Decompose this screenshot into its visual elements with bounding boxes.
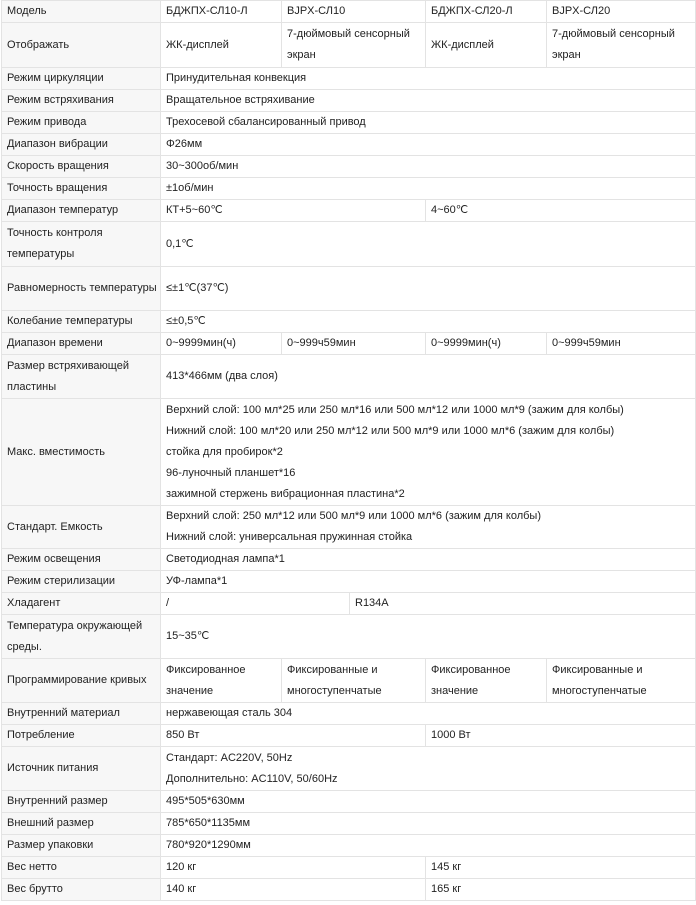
row-value: БДЖПХ-СЛ20-Л [426,1,547,23]
table-row [2,178,696,200]
row-value: 0~9999мин(ч) [426,333,547,355]
row-label: Макс. вместимость [2,399,161,506]
row-value: Светодиодная лампа*1 [161,549,696,571]
row-value: Фиксированные и многоступенчатые [547,659,696,703]
value-line: Дополнительно: AC110V, 50/60Hz [166,772,338,785]
row-value: 0~999ч59мин [282,333,426,355]
row-value: нержавеющая сталь 304 [161,703,696,725]
row-value: Трехосевой сбалансированный привод [161,112,696,134]
row-value [161,506,696,549]
table-row [2,571,696,593]
row-value: 30~300об/мин [161,156,696,178]
row-value: BJPX-СЛ20 [547,1,696,23]
row-value: 165 кг [426,879,696,901]
table-row [2,549,696,571]
row-value: 7-дюймовый сенсорный экран [282,23,426,68]
row-value: 0~9999мин(ч) [161,333,282,355]
value-line: зажимной стержень вибрационная пластина*2 [166,487,405,500]
row-label: Внутренний размер [2,791,161,813]
row-label: Стандарт. Емкость [2,506,161,549]
row-label: Потребление [2,725,161,747]
row-value: / [161,593,350,615]
row-value: 0~999ч59мин [547,333,696,355]
row-value: 850 Вт [161,725,426,747]
row-label: Диапазон времени [2,333,161,355]
row-label: Размер упаковки [2,835,161,857]
row-label: Размер встряхивающей пластины [2,355,161,399]
table-row [2,835,696,857]
table-row [2,90,696,112]
row-value: 785*650*1135мм [161,813,696,835]
row-value: ≤±0,5℃ [161,311,696,333]
row-label: Точность контроля температуры [2,222,161,267]
row-value: ЖК-дисплей [161,23,282,68]
row-label: Диапазон температур [2,200,161,222]
row-value: ≤±1℃(37℃) [161,267,696,311]
table-row [2,879,696,901]
row-value: 15~35℃ [161,615,696,659]
row-label: Режим освещения [2,549,161,571]
row-label: Колебание температуры [2,311,161,333]
row-value [161,399,696,506]
row-value: 7-дюймовый сенсорный экран [547,23,696,68]
table-row [2,399,696,506]
table-row [2,725,696,747]
row-value: BJPX-СЛ10 [282,1,426,23]
row-value: 413*466мм (два слоя) [161,355,696,399]
row-label: Равномерность температуры [2,267,161,311]
table-row [2,813,696,835]
value-line: Стандарт: AC220V, 50Hz [166,751,293,764]
table-row [2,659,696,703]
row-label: Источник питания [2,747,161,791]
table-row [2,703,696,725]
table-row [2,311,696,333]
row-value: 0,1℃ [161,222,696,267]
row-label: Отображать [2,23,161,68]
row-value: Принудительная конвекция [161,68,696,90]
row-value: Фиксированное значение [161,659,282,703]
row-value: БДЖПХ-СЛ10-Л [161,1,282,23]
spec-table-body [2,1,696,901]
spec-table [1,0,696,901]
table-row [2,200,696,222]
row-value [161,747,696,791]
row-label: Внешний размер [2,813,161,835]
row-value: 780*920*1290мм [161,835,696,857]
row-label: Температура окружающей среды. [2,615,161,659]
value-line: Верхний слой: 100 мл*25 или 250 мл*16 или 500 мл*12 или 1000 мл*9 (зажим для колбы) [166,403,624,416]
table-row [2,222,696,267]
table-row [2,615,696,659]
row-label: Вес нетто [2,857,161,879]
row-value: ЖК-дисплей [426,23,547,68]
row-label: Режим привода [2,112,161,134]
row-value: 140 кг [161,879,426,901]
row-label: Программирование кривых [2,659,161,703]
value-line: Верхний слой: 250 мл*12 или 500 мл*9 или 1000 мл*6 (зажим для колбы) [166,510,541,522]
table-row [2,134,696,156]
table-row [2,23,696,68]
row-value: Фиксированные и многоступенчатые [282,659,426,703]
row-label: Скорость вращения [2,156,161,178]
row-value: 145 кг [426,857,696,879]
row-value: 1000 Вт [426,725,696,747]
row-value: УФ-лампа*1 [161,571,696,593]
table-row [2,333,696,355]
table-row [2,267,696,311]
table-row [2,857,696,879]
row-value: 120 кг [161,857,426,879]
value-line: Нижний слой: 100 мл*20 или 250 мл*12 или 500 мл*9 или 1000 мл*6 (зажим для колбы) [166,424,615,437]
row-label: Режим стерилизации [2,571,161,593]
row-value: 495*505*630мм [161,791,696,813]
row-label: Модель [2,1,161,23]
table-row [2,747,696,791]
row-label: Хладагент [2,593,161,615]
table-row [2,791,696,813]
row-value: R134A [350,593,696,615]
row-value: 4~60℃ [426,200,696,222]
row-value: ±1об/мин [161,178,696,200]
value-line: Нижний слой: универсальная пружинная стойка [166,531,413,543]
table-row [2,112,696,134]
row-label: Точность вращения [2,178,161,200]
row-value: Φ26мм [161,134,696,156]
row-label: Диапазон вибрации [2,134,161,156]
table-row [2,156,696,178]
table-row [2,355,696,399]
row-value: КТ+5~60℃ [161,200,426,222]
value-line: стойка для пробирок*2 [166,445,283,458]
row-value: Фиксированное значение [426,659,547,703]
row-label: Режим встряхивания [2,90,161,112]
row-label: Режим циркуляции [2,68,161,90]
value-line: 96-луночный планшет*16 [166,466,296,479]
table-row [2,593,696,615]
row-value: Вращательное встряхивание [161,90,696,112]
row-label: Вес брутто [2,879,161,901]
table-row [2,506,696,549]
row-label: Внутренний материал [2,703,161,725]
table-row [2,68,696,90]
table-row [2,1,696,23]
